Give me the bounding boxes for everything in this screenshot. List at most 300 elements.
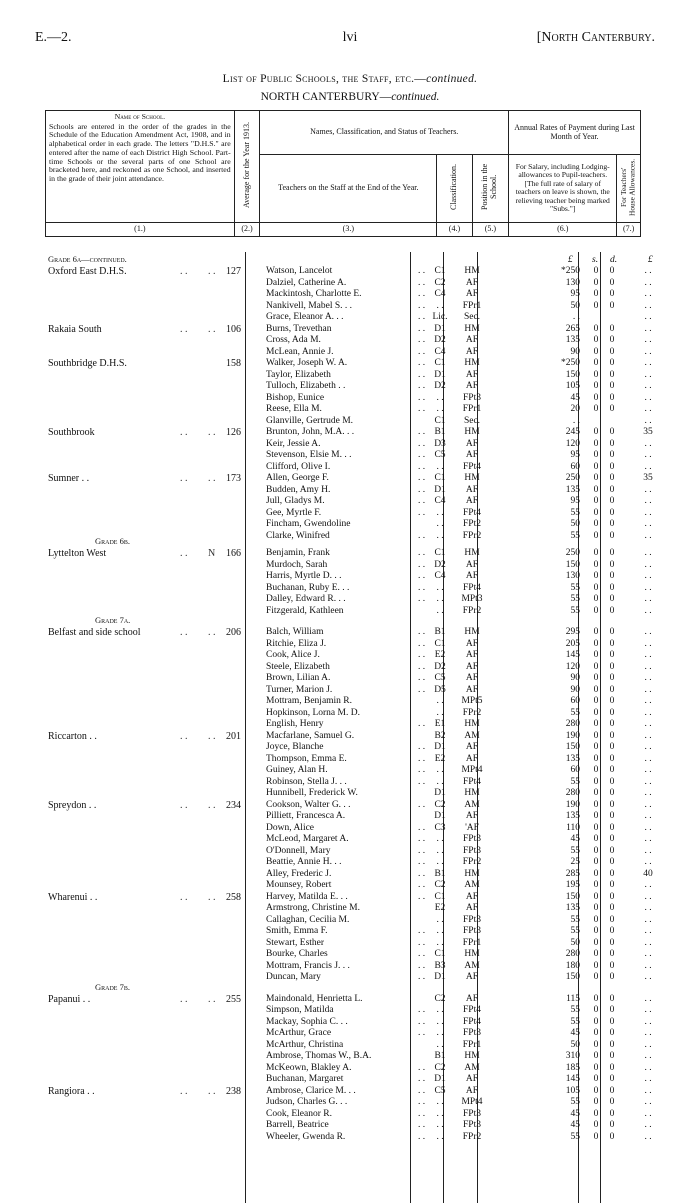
position: HM [464,323,480,334]
classification: D5 [434,684,446,695]
house-allowance: . . [644,1039,652,1050]
house-allowance: . . [644,346,652,357]
house-allowance: . . [644,765,652,775]
teacher-row [0,1040,700,1052]
teacher-row [0,662,700,674]
teacher-row [0,627,700,639]
salary-pounds: 55 [570,530,580,541]
position: AM [464,799,480,810]
leader-dots: . . [418,277,426,288]
classification: . . [436,1028,444,1038]
classification: C5 [434,450,446,460]
salary-pence: 0 [609,335,615,345]
teacher-name: Murdoch, Sarah [266,559,328,570]
school-name: Rakaia South [48,323,102,335]
position: FPt4 [463,507,481,518]
classification: C2 [434,1062,446,1073]
pound-sign: £ [568,255,573,265]
classification: E2 [434,650,446,660]
salary-pounds: 55 [570,707,580,718]
school-name: Oxford East D.H.S. [48,266,127,277]
salary-pence: 0 [609,1062,615,1073]
leader-dots: . . [418,1016,426,1027]
teacher-row [0,823,700,835]
teacher-row [0,278,700,290]
teacher-name: McKeown, Blakley A. [266,1062,352,1073]
leader-dots: . . [418,753,426,764]
salary-pence: 0 [609,1097,615,1107]
classification: . . [436,507,444,518]
salary-shillings: 0 [593,507,599,518]
teacher-row [0,880,700,892]
house-allowance: . . [644,926,652,936]
salary-shillings: 0 [593,594,599,604]
col1-header [46,111,235,223]
leader-dots: . . [418,1062,426,1073]
salary-pence: 0 [609,450,615,460]
table-header [45,110,641,237]
position: AF [465,661,479,672]
leader-dots: . . [418,381,426,391]
salary-pence: 0 [609,684,615,695]
pence-sign: d. [610,255,618,265]
salary-pounds: 50 [570,937,580,948]
salary-shillings: 0 [593,811,599,821]
classification: D2 [434,661,446,672]
salary-pounds: 150 [565,742,580,752]
house-allowance: . . [644,369,652,380]
salary-pence: 0 [609,696,615,706]
teacher-row [0,949,700,961]
teacher-row [0,1109,700,1121]
salary-pounds: 135 [565,903,580,913]
teacher-name: Harris, Myrtle D. . . [266,571,342,581]
teacher-row [0,571,700,583]
salary-pounds: 50 [570,1039,580,1050]
position: FPr1 [462,937,482,948]
region-title-text: NORTH CANTERBURY— [260,91,392,103]
house-allowance: . . [644,776,652,787]
salary-shillings: 0 [593,1108,599,1119]
school-name: Rangiora . . [48,1085,95,1097]
leader-dots: . . [418,960,426,971]
salary-pence: 0 [609,949,615,959]
leader-dots: . . [418,891,426,902]
leader-dots: . . [418,530,426,541]
salary-pounds: 145 [565,650,580,660]
salary-pounds: 60 [570,461,580,472]
school-leader: . . [180,1085,188,1097]
leader-dots: . . [418,880,426,890]
salary-pence: 0 [609,427,615,437]
teacher-row [0,903,700,915]
leader-dots: . . [418,559,426,570]
salary-shillings: 0 [593,949,599,959]
house-allowance: . . [644,358,652,368]
salary-shillings: 0 [593,753,599,764]
classification: . . [436,605,444,616]
house-allowance: . . [644,799,652,810]
teacher-name: Duncan, Mary [266,972,321,982]
teacher-name: Simpson, Matilda [266,1005,334,1015]
teacher-name: Bishop, Eunice [266,392,325,403]
salary-shillings: 0 [593,548,599,558]
house-allowance: . . [644,519,652,529]
school-average: 106 [226,323,241,335]
teacher-row [0,266,700,278]
position: AF [465,335,479,345]
salary-pence: 0 [609,730,615,741]
house-allowance: . . [644,415,652,426]
position: AM [464,1062,480,1073]
salary-pence: 0 [609,719,615,729]
salary-shillings: 0 [593,496,599,506]
teacher-row [0,462,700,474]
classification: D2 [434,381,446,391]
salary-pounds: 105 [565,1085,580,1096]
salary-pence: 0 [609,834,615,844]
teacher-row [0,289,700,301]
salary-shillings: 0 [593,673,599,683]
teacher-name: Macfarlane, Samuel G. [266,730,355,741]
position: FPt4 [463,582,481,593]
teacher-row [0,846,700,858]
grade-heading: Grade 7b. [95,981,130,992]
salary-shillings: 0 [593,880,599,890]
classification: . . [436,1131,444,1142]
position: FPr2 [462,707,482,718]
leader-dots: . . [418,949,426,959]
salary-shillings: 0 [593,1028,599,1038]
position: FPt3 [463,1108,481,1119]
school-name: Lyttelton West [48,548,107,559]
salary-pounds: 135 [565,335,580,345]
leader-dots: . . [418,1085,426,1096]
col6-number: (6.) [509,222,617,236]
school-leader: . . [180,627,188,638]
leader-dots: . . [418,926,426,936]
leader-dots: . . [418,300,426,311]
salary-pence: 0 [609,1039,615,1050]
salary-shillings: 0 [593,776,599,787]
house-allowance: . . [644,605,652,616]
classification: C4 [434,496,446,506]
school-name: Sumner . . [48,473,90,484]
teacher-row [0,685,700,697]
teacher-name: Pilliett, Francesca A. [266,811,346,821]
position: AF [465,972,479,982]
salary-pence: 0 [609,519,615,529]
teacher-row [0,639,700,651]
teacher-name: Wheeler, Gwenda R. [266,1131,346,1142]
salary-pounds: 265 [565,323,580,334]
teacher-row [0,765,700,777]
house-allowance: . . [644,438,652,449]
classification: E1 [434,719,446,729]
position: FPr2 [462,530,482,541]
teacher-name: Barrell, Beatrice [266,1120,329,1130]
salary-pounds: 45 [570,834,580,844]
school-leader: . . [180,891,188,903]
salary-pounds: *250 [561,266,580,276]
position: FPt4 [463,1005,481,1015]
teacher-row [0,788,700,800]
salary-pounds: 285 [565,868,580,879]
salary-shillings: 0 [593,661,599,672]
classification: D1 [434,1074,446,1084]
teacher-name: Balch, William [266,627,324,637]
school-name: Spreydon . . [48,799,97,811]
classification: . . [436,461,444,472]
salary-pounds: 55 [570,1131,580,1142]
classification: . . [436,530,444,541]
teacher-name: McArthur, Grace [266,1028,332,1038]
teacher-row [0,673,700,685]
leader-dots: . . [418,799,426,810]
position: FPt4 [463,1016,481,1027]
salary-pence: 0 [609,742,615,752]
house-allowance: . . [644,548,652,558]
teacher-name: Guiney, Alan H. [266,765,328,775]
salary-pounds: 55 [570,1016,580,1027]
teacher-name: Mounsey, Robert [266,880,332,890]
salary-pounds: 280 [565,949,580,959]
salary-pence: 0 [609,903,615,913]
classification: . . [436,582,444,593]
salary-shillings: 0 [593,903,599,913]
salary-pounds: 110 [566,822,580,833]
position: FPr1 [462,1039,482,1050]
position: Sec. [463,312,481,322]
salary-pounds: 55 [570,926,580,936]
leader-dots: . . [418,834,426,844]
position: AF [465,450,479,460]
salary-pence: 0 [609,571,615,581]
salary-pounds: 145 [565,1074,580,1084]
salary-pounds: 280 [565,788,580,798]
col3-header: Teachers on the Staff at the End of the Year. [260,155,437,223]
position: AF [465,811,479,821]
classification: . . [436,519,444,529]
house-allowance: . . [644,1062,652,1073]
salary-pence: 0 [609,277,615,288]
salary-shillings: 0 [593,427,599,437]
teacher-name: Ambrose, Thomas W., B.A. [266,1051,372,1061]
salary-pence: 0 [609,661,615,672]
school-average: 173 [226,473,241,484]
house-allowance: . . [644,1016,652,1027]
house-allowance: . . [644,312,652,322]
salary-shillings: 0 [593,438,599,449]
classification: C4 [434,571,446,581]
house-allowance: . . [644,507,652,518]
house-allowance: . . [644,719,652,729]
leader-dots: . . [418,638,426,649]
teacher-name: English, Henry [266,719,324,729]
leader-dots: . . [418,346,426,357]
salary-shillings: 0 [593,926,599,936]
salary-shillings: 0 [593,358,599,368]
teacher-row [0,519,700,531]
leader-dots: . . [418,496,426,506]
house-allowance: . . [644,484,652,495]
house-allowance: . . [644,891,652,902]
house-allowance: . . [644,1051,652,1061]
teacher-name: Benjamin, Frank [266,548,330,558]
classification: D1 [434,484,446,495]
region-title-continued: continued. [391,91,440,103]
house-allowance: . . [644,381,652,391]
school-leader: . . [208,891,216,903]
teacher-name: Hunnibell, Frederick W. [266,788,358,798]
salary-shillings: 0 [593,799,599,810]
salary-pence: 0 [609,1085,615,1096]
salary-pence: 0 [609,926,615,936]
salary-pounds: 185 [565,1062,580,1073]
position: HM [464,358,480,368]
leader-dots: . . [418,765,426,775]
salary-shillings: 0 [593,960,599,971]
classification: . . [436,857,444,867]
school-average: 234 [226,799,241,811]
salary-shillings: 0 [593,1051,599,1061]
house-allowance: . . [644,811,652,821]
position: FPt4 [463,461,481,472]
house-allowance: . . [644,753,652,764]
teacher-row [0,531,700,543]
school-leader: . . [208,427,216,438]
leader-dots: . . [418,776,426,787]
house-allowance: . . [644,461,652,472]
salary-pence: 0 [609,484,615,495]
leader-dots: . . [418,392,426,403]
classification: C2 [434,993,446,1004]
salary-shillings: 0 [593,788,599,798]
position: HM [464,427,480,437]
teacher-row [0,381,700,393]
position: Sec. [463,415,481,426]
position: 'AF [465,822,479,833]
salary-shillings: 0 [593,868,599,879]
classification: . . [436,1005,444,1015]
salary-pounds: 55 [570,776,580,787]
salary-shillings: 0 [593,605,599,616]
teacher-row [0,1132,700,1144]
house-allowance: . . [644,857,652,867]
teacher-name: Cook, Alice J. [266,650,320,660]
house-allowance: . . [644,392,652,403]
salary-shillings: 0 [593,335,599,345]
position: HM [464,719,480,729]
teacher-row [0,650,700,662]
position: FPt3 [463,926,481,936]
house-allowance: . . [644,559,652,570]
classification: . . [436,594,444,604]
salary-shillings: 0 [593,519,599,529]
col7-number: (7.) [617,222,641,236]
salary-pounds: 55 [570,1097,580,1107]
classification: D1 [434,323,446,334]
position: AF [465,277,479,288]
position: FPt2 [463,519,481,529]
salary-pence: 0 [609,799,615,810]
classification: . . [436,696,444,706]
leader-dots: . . [418,627,426,637]
classification: C1 [434,949,446,959]
position: MPt4 [461,765,483,775]
teacher-name: Taylor, Elizabeth [266,369,331,380]
school-leader: N [208,548,216,559]
salary-shillings: 0 [593,742,599,752]
salary-pence: 0 [609,358,615,368]
classification: . . [436,1108,444,1119]
salary-pounds: 295 [565,627,580,637]
leader-dots: . . [418,673,426,683]
salary-pence: 0 [609,507,615,518]
col1-desc: Schools are entered in the order of the grades in the Schedule of the Education Amendment Act, 1908, and in alphabetical order in each grade. The letters "D.H.S." are entered after the name of each District High School. Part-time Schools or the several parts of one School are bracketed here, and reckoned as one School, and inserted in the grade of their joint attendance. [49,121,231,184]
teacher-name: Beattie, Annie H. . . [266,857,342,867]
teacher-row [0,485,700,497]
classification: C3 [434,822,446,833]
school-leader: . . [180,473,188,484]
col3-group-header: Names, Classification, and Status of Teachers. [260,111,509,155]
classification: E2 [434,753,446,764]
page-header-right: [North Canterbury. [536,30,655,45]
school-average: 201 [226,730,241,742]
salary-pounds: 245 [565,427,580,437]
position: MPt3 [461,594,483,604]
teacher-row [0,708,700,720]
teacher-name: Mackay, Sophia C. . . [266,1016,348,1027]
teacher-row [0,427,700,439]
school-leader: . . [208,730,216,742]
teacher-row [0,347,700,359]
teacher-name: Clarke, Winifred [266,530,330,541]
teacher-name: Cook, Eleanor R. [266,1108,332,1119]
position: AF [465,369,479,380]
salary-pounds: 55 [570,582,580,593]
salary-shillings: 0 [593,571,599,581]
salary-shillings: 0 [593,484,599,495]
salary-shillings: 0 [593,914,599,925]
salary-shillings: 0 [593,891,599,902]
salary-pounds: 280 [565,719,580,729]
salary-pounds: . . [572,415,580,426]
salary-shillings: 0 [593,1039,599,1050]
teacher-row [0,1097,700,1109]
house-allowance: . . [644,684,652,695]
salary-pence: 0 [609,937,615,948]
salary-shillings: 0 [593,857,599,867]
col1-number: (1.) [46,222,235,236]
salary-pence: 0 [609,1074,615,1084]
leader-dots: . . [418,289,426,299]
teacher-row [0,404,700,416]
position: HM [464,949,480,959]
teacher-name: Armstrong, Christine M. [266,903,360,913]
salary-pounds: 45 [570,1028,580,1038]
salary-pounds: 55 [570,605,580,616]
teacher-row [0,606,700,618]
house-allowance: . . [644,960,652,971]
teacher-name: McLean, Annie J. [266,346,334,357]
leader-dots: . . [418,461,426,472]
salary-shillings: 0 [593,730,599,741]
salary-pence: 0 [609,1016,615,1027]
classification: C1 [434,415,446,426]
school-name: Southbridge D.H.S. [48,358,127,369]
teacher-name: Buchanan, Ruby E. . . [266,582,350,593]
